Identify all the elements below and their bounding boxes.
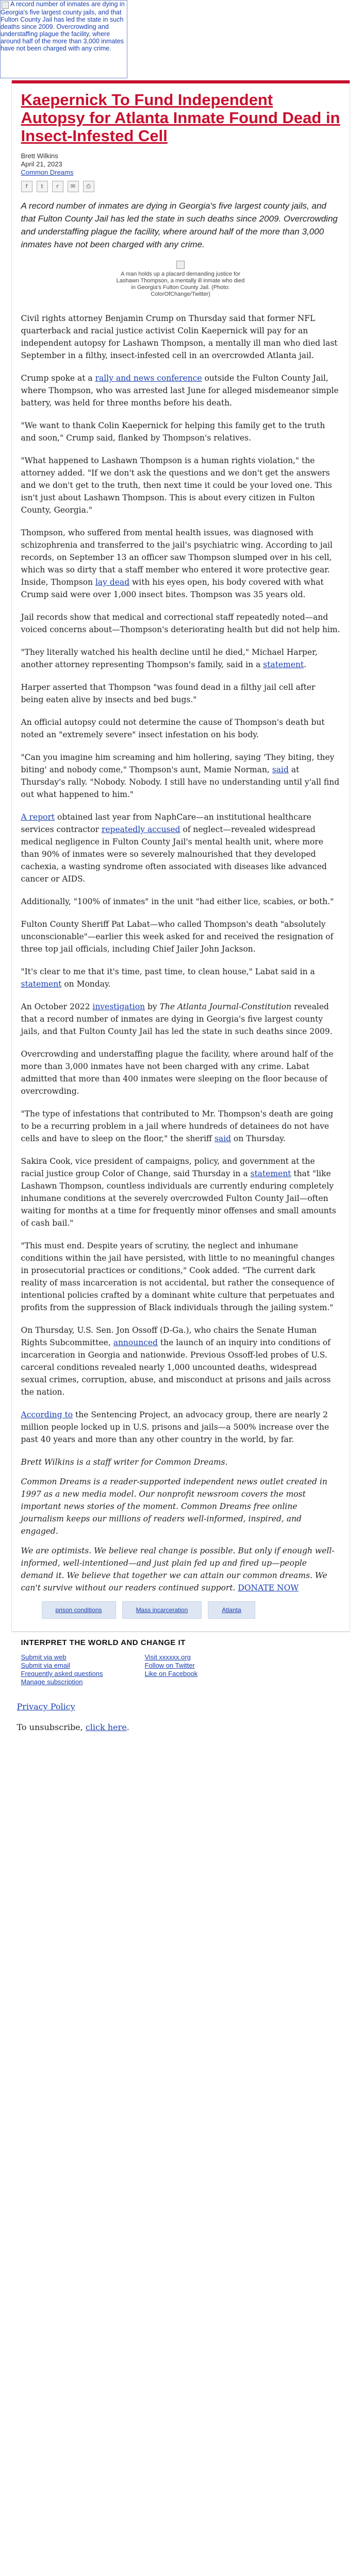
- reddit-icon[interactable]: r: [52, 181, 63, 192]
- submit-via-email-link[interactable]: Submit via email: [21, 1662, 70, 1669]
- paragraph: "It's clear to me that it's time, past time, to clean house," Labat said in a statement on Monday.: [21, 967, 315, 989]
- about-common-dreams: Common Dreams is a reader-supported independent news outlet created in 1997 as a new media model. Our nonprofit newsroom covers the most important news stories of the moment. Common Dreams free online journalism keeps our millions of readers well-informed, inspired, and engaged.: [21, 1477, 327, 1536]
- paragraph: An October 2022 investigation by The Atlanta Journal-Constitution revealed that a record number of inmates are dying in Georgia's five largest county jails, and that Fulton County Jail has led the state in such deaths since 2009.: [21, 1002, 333, 1036]
- unsubscribe-link[interactable]: click here: [85, 1722, 127, 1732]
- paragraph: Thompson, who suffered from mental health issues, was diagnosed with schizophrenia and transferred to the jail's psychiatric wing. According to jail records, on September 13 an officer saw Thompson slumped over in his cell, which was so dirty that a staff member who entered it wore protective gear. Inside, Thompson lay dead with his eyes open, his body covered with what Crump said were over 1,000 insect bites. Thompson was 35 years old.: [21, 528, 333, 599]
- header-image-alt-text: A record number of inmates are dying in Georgia's five largest county jails, and that Fulton County Jail has led the state in such deaths since 2009. Overcrowding and understaffing plague the facility, where around half of the more than 3,000 inmates have not been charged with any crime.: [1, 1, 125, 52]
- image-placeholder-icon: [176, 261, 185, 269]
- paragraph: Additionally, "100% of inmates" in the unit "had either lice, scabies, or both.": [21, 897, 334, 906]
- donation-appeal: We are optimists. We believe real change is possible. But only if enough well-informed, well-intentioned—and just plain fed up and fired up—people demand it. We believe that together we can attain our common dreams. We can't survive without our readers continued support. DONATE NOW: [21, 1546, 335, 1592]
- paragraph: Civil rights attorney Benjamin Crump on Thursday said that former NFL quarterback and racial justice activist Colin Kaepernick will pay for an independent autopsy for Lashawn Thompson, a mentally ill man who died last September in a filthy, insect-infested cell in an overcrowded Atlanta jail.: [21, 314, 338, 360]
- footer-heading: INTERPRET THE WORLD AND CHANGE IT: [21, 1638, 186, 1647]
- date: April 21, 2023: [21, 160, 62, 168]
- report-link[interactable]: A report: [21, 812, 55, 822]
- paragraph: Jail records show that medical and correctional staff repeatedly noted—and voiced concerns about—Thompson's deteriorating health but did not help him.: [21, 613, 340, 634]
- like-facebook-link[interactable]: Like on Facebook: [144, 1670, 198, 1677]
- lay-dead-link[interactable]: lay dead: [95, 578, 130, 587]
- paragraph: "They literally watched his health decline until he died," Michael Harper, another attorney representing Thompson's family, said in a statement.: [21, 648, 318, 669]
- tag-list: [42, 1601, 340, 1619]
- visit-site-link[interactable]: Visit xxxxxx.org: [144, 1653, 191, 1661]
- broken-header-image: [0, 0, 127, 78]
- share-bar: [21, 181, 340, 192]
- statement-link[interactable]: statement: [250, 1169, 291, 1178]
- email-wrapper: [0, 80, 361, 1747]
- privacy-policy-link[interactable]: Privacy Policy: [17, 1702, 75, 1711]
- author: Brett Wilkins: [21, 152, 58, 160]
- newsletter-footer: [12, 1632, 350, 1691]
- follow-twitter-link[interactable]: Follow on Twitter: [144, 1662, 195, 1669]
- paragraph: "Can you imagine him screaming and him hollering, saying 'They biting, they biting' and nobody come," Thompson's aunt, Mamie Norman, said at Thursday's rally. "Nobody. Nobody. I still have no understanding until y'all find out what happened to him.": [21, 753, 340, 799]
- print-icon[interactable]: ⎙: [83, 181, 94, 192]
- twitter-icon[interactable]: t: [37, 181, 48, 192]
- manage-subscription-link[interactable]: Manage subscription: [21, 1678, 83, 1686]
- paragraph: On Thursday, U.S. Sen. Jon Ossoff (D-Ga.), who chairs the Senate Human Rights Subcommittee, announced the launch of an inquiry into conditions of incarceration in Georgia and nationwide. Previous Ossoff-led probes of U.S. carceral conditions revealed nearly 1,000 uncounted deaths, widespread sexual crimes, corruption, abuse, and misconduct at prisons and jails across the nation.: [21, 1326, 331, 1397]
- image-caption: A man holds up a placard demanding justice for Lashawn Thompson, a mentally ill inmate who died in Georgia's Fulton County Jail. (Photo: ColorOfChange/Twitter): [116, 271, 245, 297]
- said-link[interactable]: said: [214, 1134, 231, 1143]
- paragraph: "This must end. Despite years of scrutiny, the neglect and inhumane conditions within the jail have persisted, with little to no meaningful changes in prosecutorial practices or conditions," Cook added. "The current dark reality of mass incarceration is not accidental, but rather the consequence of intentional policies crafted by a dominant white culture that perpetuates and profits from the suppression of Black individuals through the jailing system.": [21, 1241, 335, 1312]
- paragraph: Sakira Cook, vice president of campaigns, policy, and government at the racial justice group Color of Change, said Thursday in a statement that "like Lashawn Thompson, countless individuals are currently enduring completely inhumane conditions at the severely overcrowded Fulton County Jail—often waiting for months at a time for frequently minor offenses and small amounts of cash bail.": [21, 1157, 336, 1228]
- unsubscribe-text: To unsubscribe, click here.: [17, 1722, 129, 1732]
- paragraph: An official autopsy could not determine the cause of Thompson's death but noted an "extremely severe" insect infestation on his body.: [21, 718, 325, 739]
- paragraph: A report obtained last year from NaphCare—an institutional healthcare services contractor repeatedly accused of neglect—revealed widespread medical negligence in Fulton County Jail's mental health unit, where more than 90% of inmates were so severely malnourished that they developed cachexia, a wasting syndrome often associated with diseases like advanced cancer or AIDS.: [21, 812, 327, 884]
- paragraph: Harper asserted that Thompson "was found dead in a filthy jail cell after being eaten alive by insects and bed bugs.": [21, 683, 316, 704]
- donate-now-link[interactable]: DONATE NOW: [238, 1583, 299, 1592]
- paragraph: "The type of infestations that contributed to Mr. Thompson's death are going to be a recurring problem in a jail where hundreds of detainees do not have cells and have to sleep on the floor," the sheriff said on Thursday.: [21, 1109, 334, 1143]
- repeatedly-accused-link[interactable]: repeatedly accused: [101, 825, 180, 834]
- unsubscribe-section: [12, 1691, 350, 1747]
- byline: [21, 152, 340, 177]
- article-card: [11, 80, 350, 1632]
- tag-mass-incarceration[interactable]: Mass incarceration: [122, 1601, 202, 1619]
- broken-image-icon: [2, 2, 9, 9]
- submit-via-web-link[interactable]: Submit via web: [21, 1653, 67, 1661]
- paragraph: Overcrowding and understaffing plague the facility, where around half of the more than 3,000 inmates have not been charged with any crime. Labat admitted that more than 400 inmates were sleeping on the floor because of overcrowding.: [21, 1049, 334, 1096]
- article-lede: A record number of inmates are dying in Georgia's five largest county jails, and that Fulton County Jail has led the state in such deaths since 2009. Overcrowding and understaffing plague the facility, where around half of the more than 3,000 inmates have not been charged with any crime.: [21, 201, 338, 249]
- according-to-link[interactable]: According to: [21, 1410, 73, 1419]
- paragraph: Fulton County Sheriff Pat Labat—who called Thompson's death "absolutely unconscionable"—earlier this week asked for and received the resignation of three top jail officials, including Chief Jailer John Jackson.: [21, 920, 334, 954]
- article-image: [21, 259, 340, 298]
- footer-column-social: [145, 1653, 269, 1686]
- article-body: [21, 312, 340, 1594]
- footer-column-submit: [21, 1653, 145, 1686]
- email-icon[interactable]: ✉: [68, 181, 79, 192]
- tag-prison-conditions[interactable]: prison conditions: [42, 1601, 116, 1619]
- author-bio: Brett Wilkins is a staff writer for Common Dreams.: [21, 1458, 228, 1467]
- rally-link[interactable]: rally and news conference: [95, 374, 202, 383]
- faq-link[interactable]: Frequently asked questions: [21, 1670, 103, 1677]
- article-title[interactable]: Kaepernick To Fund Independent Autopsy for Atlanta Inmate Found Dead in Insect-Infested Cell: [21, 91, 340, 145]
- said-link[interactable]: said: [272, 765, 289, 774]
- announced-link[interactable]: announced: [113, 1338, 158, 1347]
- statement-link[interactable]: statement: [263, 660, 304, 669]
- paragraph: "What happened to Lashawn Thompson is a human rights violation," the attorney added. "If we don't ask the questions and we don't get the answers and we don't get to the truth, then next time it could be your loved one. This isn't just about Lashawn Thompson. This is about every citizen in Fulton County, Georgia.": [21, 456, 332, 515]
- facebook-icon[interactable]: f: [21, 181, 32, 192]
- statement-link[interactable]: statement: [21, 979, 62, 989]
- tag-atlanta[interactable]: Atlanta: [208, 1601, 255, 1619]
- source-link[interactable]: Common Dreams: [21, 168, 74, 176]
- paragraph: According to the Sentencing Project, an advocacy group, there are nearly 2 million people locked up in U.S. prisons and jails—a 500% increase over the past 40 years and more than any other country in the world, by far.: [21, 1410, 330, 1444]
- paragraph: "We want to thank Colin Kaepernick for helping this family get to the truth and soon," Crump said, flanked by Thompson's relatives.: [21, 421, 325, 443]
- investigation-link[interactable]: investigation: [92, 1002, 145, 1011]
- paragraph: Crump spoke at a rally and news conference outside the Fulton County Jail, where Thompson, who was arrested last June for alleged misdemeanor simple battery, was held for three months before his death.: [21, 374, 339, 408]
